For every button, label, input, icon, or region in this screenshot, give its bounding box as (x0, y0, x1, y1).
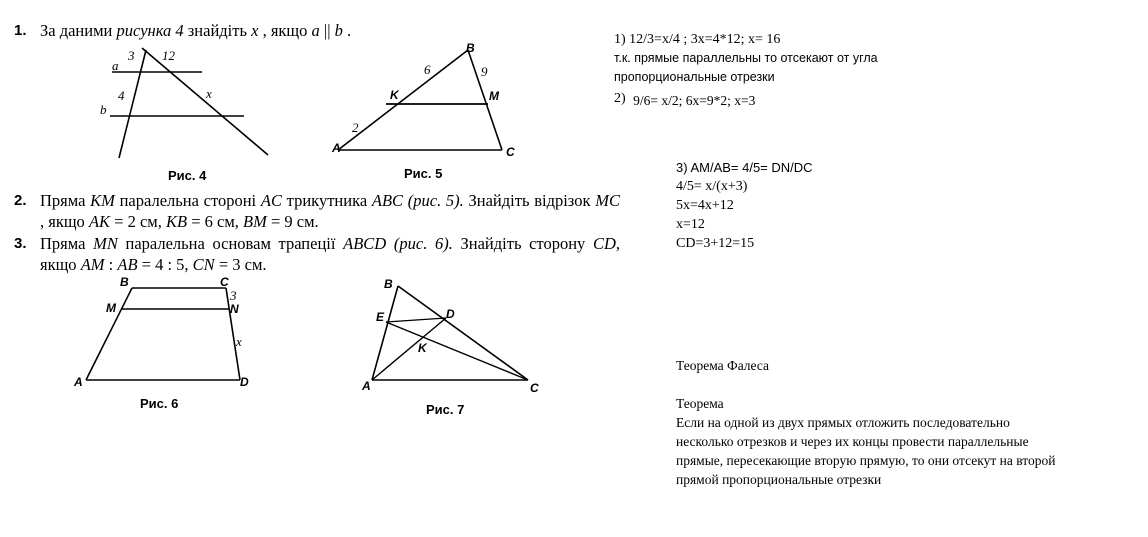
solution-3-line: 3) AM/AB= 4/5= DN/DC (676, 160, 813, 175)
theory-line: прямые, пересекающие вторую прямую, то они отсекут на второй (676, 453, 1056, 468)
theory-line: несколько отрезков и через их концы провести параллельные (676, 434, 1029, 449)
text-fragment: BM (243, 212, 267, 231)
text-fragment: AM (80, 255, 105, 274)
text-fragment: = 4 : 5, (137, 255, 193, 274)
label-K: K (390, 88, 399, 102)
right-transversal-line (142, 48, 268, 155)
label-C: C (530, 381, 539, 395)
text-fragment: Знайдіть сторону (452, 234, 593, 253)
text-fragment: За даними (40, 21, 117, 40)
text-fragment: Знайдіть відрізок (463, 191, 596, 210)
text-fragment: KM (90, 191, 115, 210)
problem-text (40, 190, 620, 232)
theory-subtitle: Теорема (676, 396, 724, 411)
label-K: K (418, 341, 427, 355)
figure-5-caption: Рис. 5 (404, 166, 443, 181)
side-AB (338, 50, 468, 150)
figure-6-drawing (70, 275, 270, 389)
solution-1 (614, 30, 878, 87)
figure-6-caption: Рис. 6 (140, 396, 179, 411)
problem-1 (14, 20, 620, 41)
solution-3-line: x=12 (676, 217, 705, 232)
text-fragment (386, 234, 394, 253)
theory-line: прямой пропорциональные отрезки (676, 472, 882, 487)
label-3: 3 (128, 48, 135, 63)
label-a: a (112, 58, 119, 73)
solution-2-prefix: 2) (614, 91, 626, 106)
text-fragment: = 6 см, (187, 212, 244, 231)
figure-7-drawing (352, 276, 552, 396)
solution-3-line: CD=3+12=15 (676, 236, 755, 251)
figure-7-caption: Рис. 7 (426, 402, 465, 417)
side-AB (372, 286, 398, 380)
label-C: C (220, 275, 229, 289)
label-B: B (384, 277, 393, 291)
segment-ED (386, 318, 446, 322)
text-fragment: Пряма (40, 191, 91, 210)
label-A: A (362, 379, 371, 393)
problem-text (40, 233, 620, 275)
segment-AD (372, 318, 446, 380)
text-fragment: , якщо (40, 212, 89, 231)
label-b: b (100, 102, 107, 117)
text-fragment: : (104, 255, 118, 274)
text-fragment: AB (117, 255, 138, 274)
text-fragment: x (251, 21, 259, 40)
text-fragment: = 3 см. (214, 255, 267, 274)
text-fragment: MC (595, 191, 620, 210)
solution-2 (614, 88, 755, 108)
text-fragment: знайдіть (183, 21, 252, 40)
text-fragment: CD (592, 234, 616, 253)
text-fragment: AK (88, 212, 111, 231)
label-A: A (332, 141, 341, 155)
label-B: B (466, 41, 475, 55)
label-6: 6 (424, 62, 431, 77)
text-fragment: || (319, 21, 335, 40)
figure-4-caption: Рис. 4 (168, 168, 207, 183)
problem-2 (14, 190, 620, 232)
solution-1-equation: 1) 12/3=x/4 ; 3x=4*12; x= 16 (614, 32, 781, 47)
text-fragment: . (342, 21, 352, 40)
text-fragment: рисунка 4 (116, 21, 184, 40)
text-fragment: , якщо (40, 234, 620, 274)
text-fragment: трикутника (281, 191, 372, 210)
left-transversal-line (119, 50, 146, 158)
label-N: N (230, 302, 239, 316)
text-fragment: паралельна основам трапеції (117, 234, 344, 253)
label-D: D (446, 307, 455, 321)
text-fragment: CN (192, 255, 215, 274)
label-x: x (206, 86, 212, 101)
label-M: M (106, 301, 116, 315)
label-2: 2 (352, 120, 359, 135)
text-fragment: AC (260, 191, 282, 210)
text-fragment: KB (165, 212, 188, 231)
text-fragment: , якщо (258, 21, 312, 40)
label-A: A (74, 375, 83, 389)
text-fragment: = 9 см. (266, 212, 319, 231)
text-fragment: (рис. 6). (393, 234, 453, 253)
label-9: 9 (481, 64, 488, 79)
problem-3 (14, 233, 620, 275)
text-fragment: a (311, 21, 320, 40)
figure-6 (70, 275, 270, 418)
text-fragment: ABC (371, 191, 404, 210)
problem-number: 2. (14, 192, 27, 209)
solution-1-note-cont: пропорциональные отрезки (614, 70, 775, 84)
text-fragment: ABCD (343, 234, 387, 253)
solution-3-line: 4/5= x/(x+3) (676, 179, 748, 194)
text-fragment: (рис. 5). (407, 191, 464, 210)
figure-5-drawing (328, 40, 528, 160)
solution-1-note: т.к. прямые параллельны то отсекают от угла (614, 51, 878, 65)
side-BC (398, 286, 528, 380)
solution-2-equation: 9/6= x/2; 6x=9*2; x=3 (633, 93, 756, 108)
label-E: E (376, 310, 385, 324)
label-3: 3 (230, 288, 237, 303)
label-B: B (120, 275, 129, 289)
text-fragment: Пряма (40, 234, 94, 253)
label-D: D (240, 375, 249, 389)
theory-line: Если на одной из двух прямых отложить последовательно (676, 415, 1010, 430)
problem-text (40, 20, 620, 41)
figure-7 (352, 276, 552, 426)
figure-4 (90, 40, 290, 190)
text-fragment: паралельна стороні (114, 191, 261, 210)
text-fragment: MN (93, 234, 118, 253)
label-x: x (236, 334, 242, 349)
label-M: M (489, 89, 499, 103)
label-12: 12 (162, 48, 175, 63)
problem-number: 1. (14, 22, 27, 39)
text-fragment: = 2 см, (110, 212, 166, 231)
label-4: 4 (118, 88, 125, 103)
solution-3-line: 5x=4x+12 (676, 198, 734, 213)
text-fragment: b (334, 21, 343, 40)
theory-title: Теорема Фалеса (676, 358, 770, 373)
theory-block (676, 356, 1055, 489)
problem-number: 3. (14, 235, 27, 252)
figure-4-drawing (90, 40, 290, 160)
figure-5 (328, 40, 528, 190)
label-C: C (506, 145, 515, 159)
solution-3 (676, 158, 813, 253)
